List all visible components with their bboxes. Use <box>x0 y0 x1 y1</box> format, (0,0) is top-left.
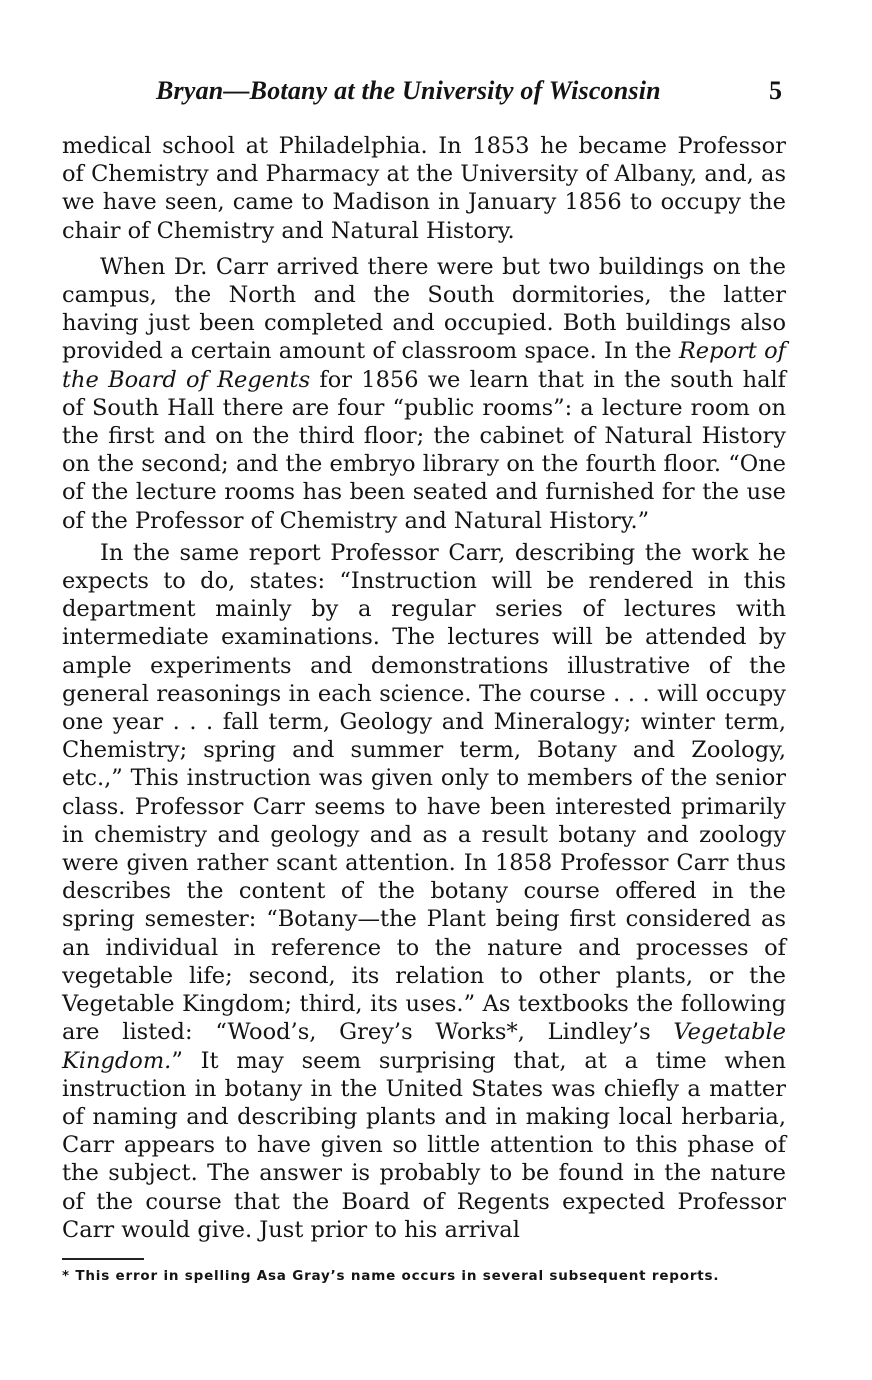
paragraph-2 <box>62 253 786 535</box>
paragraph-1-text: medical school at Philadelphia. In 1853 he became Professor of Chemistry and Pharmacy at the University of Albany, and, as we have seen, came to Madison in January 1856 to occupy the chair of Chemistry and Natural History. <box>62 133 786 244</box>
book-title: Vegetable Kingdom. <box>62 1019 786 1074</box>
page-number: 5 <box>769 76 782 105</box>
running-title: Bryan—Botany at the University of Wisconsin <box>156 76 661 105</box>
report-title: Report of the Board of Regents <box>62 338 786 393</box>
paragraph-3-text-a: In the same report Professor Carr, describing the work he expects to do, states: “Instruction will be rendered in this department mainly by a regular series of lectures with intermediate examinations. The lectures will be attended by ample experiments and demonstrations illustrative of the general reasonings in each science. The course . . . will occupy one year . . . fall term, Geology and Mineralogy; winter term, Chemistry; spring and summer term, Botany and Zoology, etc.,” This instruction was given only to members of the senior class. Professor Carr seems to have been interested primarily in chemistry and geology and as a result botany and zoology were given rather scant attention. In 1858 Professor Carr thus describes the content of the botany course offered in the spring semester: “Botany—the Plant being first considered as an individual in reference to the nature and processes of vegetable life; second, its relation to other plants, or the Vegetable Kingdom; third, its uses.” As textbooks the following are listed: “Wood’s, Grey’s Works*, Lindley’s <box>62 539 786 1046</box>
paragraph-2-text-b: for 1856 we learn that in the south half of South Hall there are four “public rooms”: a lecture room on the first and on the third floor; the cabinet of Natural History on the second; and the embryo library on the fourth floor. “One of the lecture rooms has been seated and furnished for the use of the Professor of Chemistry and Natural History.” <box>62 366 787 534</box>
paragraph-3 <box>62 539 786 1244</box>
footnote-divider <box>62 1258 144 1260</box>
body-text <box>62 132 786 1244</box>
footnote: * This error in spelling Asa Gray’s name occurs in several subsequent reports. <box>62 1267 720 1284</box>
book-page <box>62 72 786 1298</box>
paragraph-1 <box>62 132 786 245</box>
running-head <box>62 72 786 112</box>
paragraph-2-text-a: When Dr. Carr arrived there were but two buildings on the campus, the North and the South dormitories, the latter having just been completed and occupied. Both buildings also provided a certain amount of classroom space. In the <box>62 253 786 365</box>
paragraph-3-text-b: ” It may seem surprising that, at a time when instruction in botany in the United States was chiefly a matter of naming and describing plants and in making local herbaria, Carr appears to have given so little attention to this phase of the subject. The answer is probably to be found in the nature of the course that the Board of Regents expected Professor Carr would give. Just prior to his arrival <box>62 1047 786 1243</box>
